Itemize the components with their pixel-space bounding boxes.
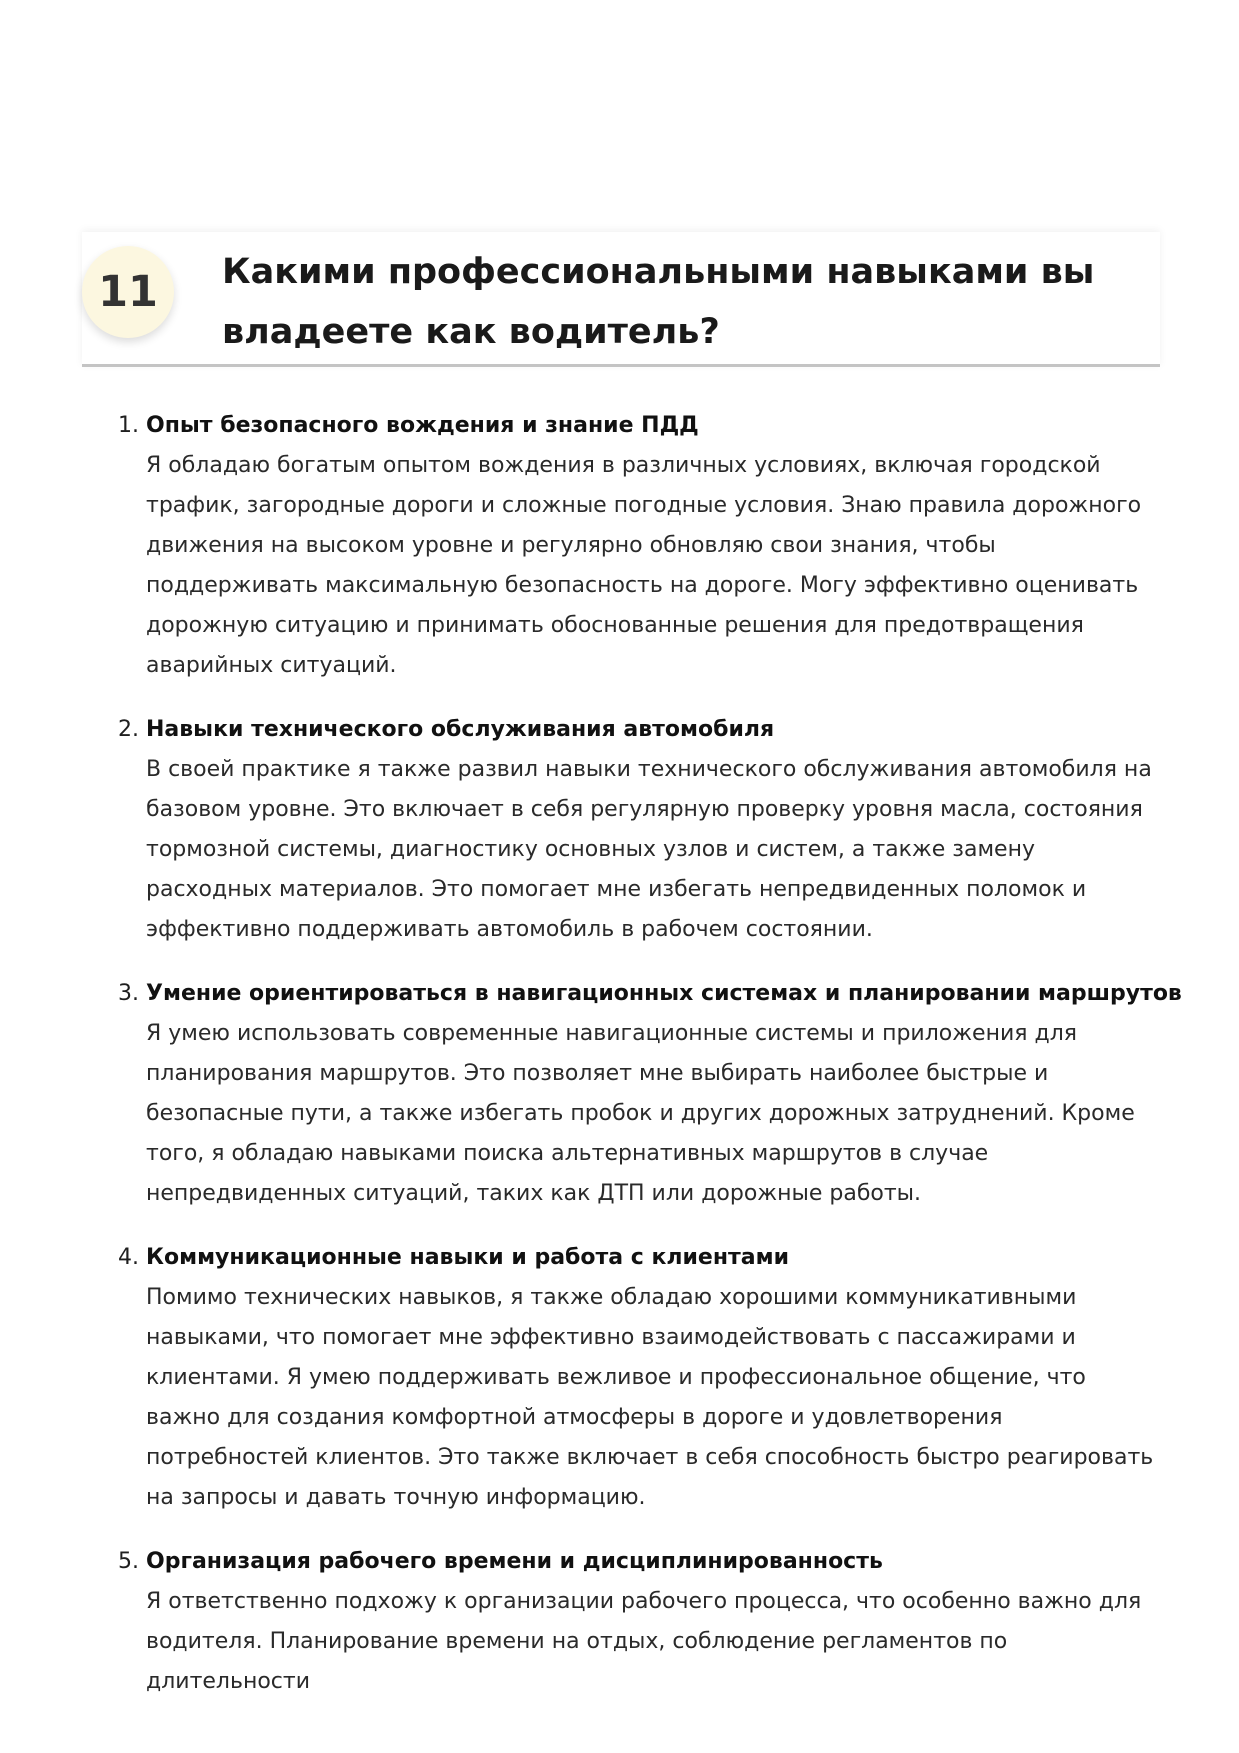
answer-item <box>118 1238 1164 1518</box>
answer-number: 2. <box>118 717 139 742</box>
answer-item <box>118 974 1182 1214</box>
answer-item <box>118 406 1164 686</box>
answer-title: Умение ориентироваться в навигационных системах и планировании маршрутов <box>146 981 1182 1006</box>
answer-body: Я ответственно подхожу к организации рабочего процесса, что особенно важно для водителя. Планирование времени на отдых, соблюдение регламентов по длительности <box>146 1589 1142 1694</box>
answer-title: Организация рабочего времени и дисциплинированность <box>146 1549 883 1574</box>
answer-number: 4. <box>118 1245 139 1270</box>
answer-item <box>118 1542 1164 1702</box>
answer-number: 1. <box>118 413 139 438</box>
answer-body: Я умею использовать современные навигационные системы и приложения для планирования маршрутов. Это позволяет мне выбирать наиболее быстрые и безопасные пути, а также избегать пробок и других дорожных затруднений. Кроме того, я обладаю навыками поиска альтернативных маршрутов в случае непредвиденных ситуаций, таких как ДТП или дорожные работы. <box>146 1021 1135 1206</box>
answer-number: 3. <box>118 981 139 1006</box>
answer-body: В своей практике я также развил навыки технического обслуживания автомобиля на базовом уровне. Это включает в себя регулярную проверку уровня масла, состояния тормозной системы, диагностику основных узлов и систем, а также замену расходных материалов. Это помогает мне избегать непредвиденных поломок и эффективно поддерживать автомобиль в рабочем состоянии. <box>146 757 1152 942</box>
question-number-badge: 11 <box>82 246 174 338</box>
answer-item <box>118 710 1164 950</box>
question-title: Какими профессиональными навыками вы владеете как водитель? <box>222 252 1095 352</box>
answer-body: Я обладаю богатым опытом вождения в различных условиях, включая городской трафик, загородные дороги и сложные погодные условия. Знаю правила дорожного движения на высоком уровне и регулярно обновляю свои знания, чтобы поддерживать максимальную безопасность на дороге. Могу эффективно оценивать дорожную ситуацию и принимать обоснованные решения для предотвращения аварийных ситуаций. <box>146 453 1142 678</box>
question-header <box>82 232 1160 367</box>
answer-title: Навыки технического обслуживания автомобиля <box>146 717 775 742</box>
answer-title: Коммуникационные навыки и работа с клиентами <box>146 1245 790 1270</box>
answer-body: Помимо технических навыков, я также обладаю хорошими коммуникативными навыками, что помогает мне эффективно взаимодействовать с пассажирами и клиентами. Я умею поддерживать вежливое и профессиональное общение, что важно для создания комфортной атмосферы в дороге и удовлетворения потребностей клиентов. Это также включает в себя способность быстро реагировать на запросы и давать точную информацию. <box>146 1285 1154 1510</box>
answer-number: 5. <box>118 1549 139 1574</box>
answer-list <box>118 406 1182 1726</box>
answer-title: Опыт безопасного вождения и знание ПДД <box>146 413 699 438</box>
